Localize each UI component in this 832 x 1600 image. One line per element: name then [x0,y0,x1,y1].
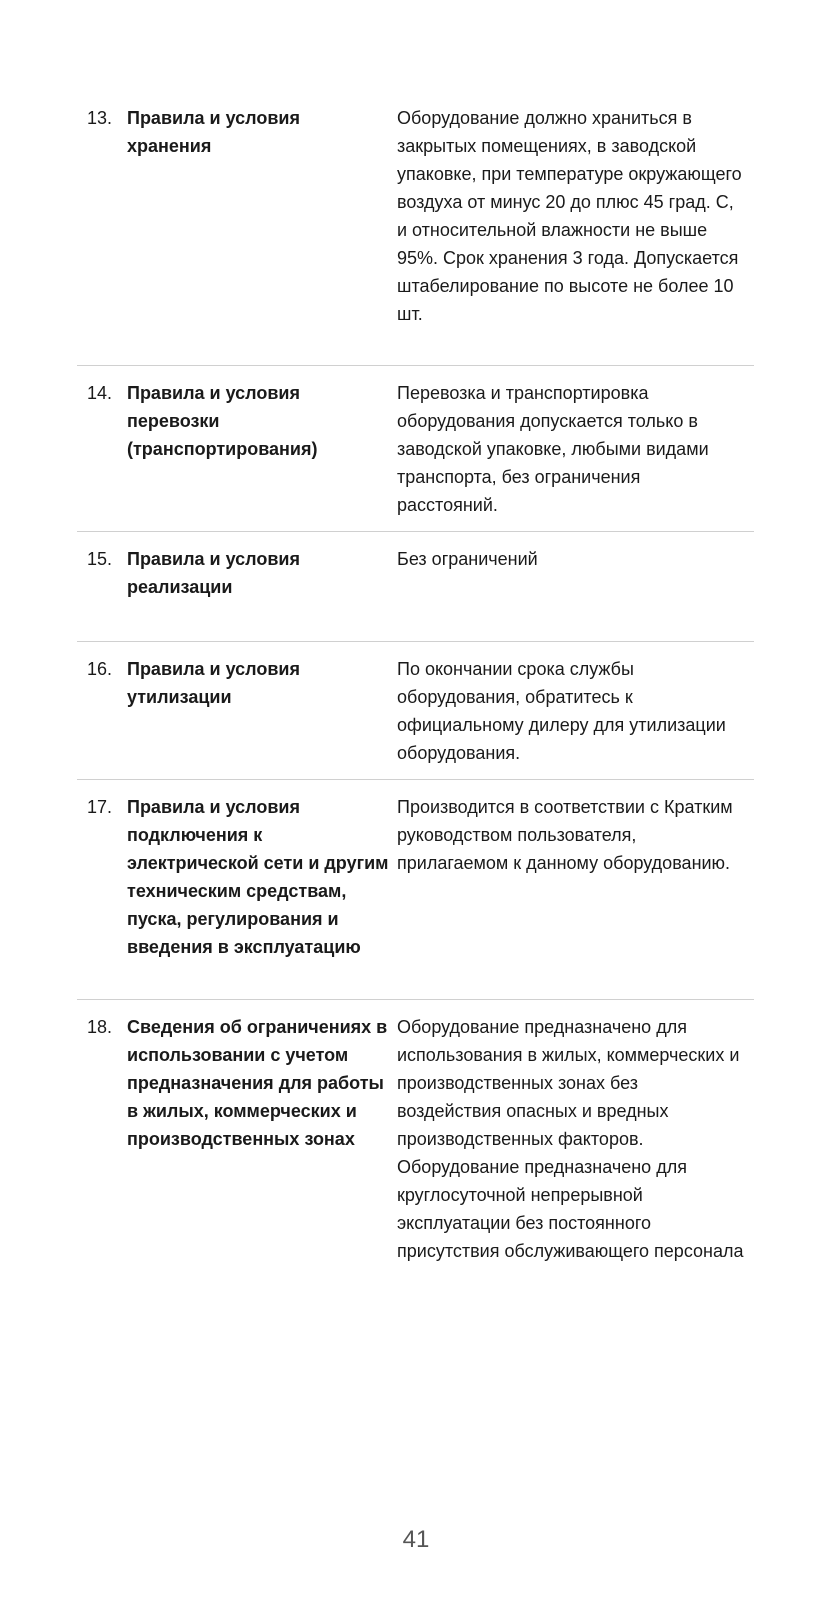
table-row [77,366,754,532]
row-value: Оборудование должно храниться в закрытых помещениях, в заводской упаковке, при температуре окружающего воздуха от минус 20 до плюс 45 град. С, и относительной влажности не выше 95%. Срок хранения 3 года. Допускается штабелирование по высоте не более 10 шт. [397,108,742,324]
table-row [77,104,754,366]
row-value: Без ограничений [397,549,538,569]
table-row [77,642,754,780]
row-label: Правила и условия перевозки (транспортирования) [127,383,318,459]
row-label: Правила и условия утилизации [127,659,300,707]
row-label: Правила и условия подключения к электрической сети и другим техническим средствам, пуска, регулирования и введения в эксплуатацию [127,797,389,957]
row-number: 16. [87,659,113,679]
table-row [77,1000,754,1330]
spec-table [77,104,754,1330]
row-number: 15. [87,549,113,569]
row-number: 13. [87,108,113,128]
row-value-paragraph: Оборудование предназначено для круглосуточной непрерывной эксплуатации без постоянного присутствия обслуживающего персонала [397,1157,744,1261]
row-number: 14. [87,383,113,403]
row-label: Правила и условия хранения [127,108,300,156]
table-row [77,780,754,1000]
page-number: 41 [402,1526,430,1553]
row-number: 17. [87,797,113,817]
table-row [77,532,754,642]
row-value-paragraph: Оборудование предназначено для использования в жилых, коммерческих и производственных зонах без воздействия опасных и вредных производственных факторов. [397,1017,740,1149]
row-label: Сведения об ограничениях в использовании с учетом предназначения для работы в жилых, коммерческих и производственных зонах [127,1017,388,1149]
row-value: Производится в соответствии с Кратким руководством пользователя, прилагаемом к данному оборудованию. [397,797,733,873]
row-value: По окончании срока службы оборудования, обратитесь к официальному дилеру для утилизации оборудования. [397,659,726,763]
row-value [397,1013,754,1265]
row-number: 18. [87,1017,113,1037]
row-value: Перевозка и транспортировка оборудования допускается только в заводской упаковке, любыми видами транспорта, без ограничения расстояний. [397,383,709,515]
row-label: Правила и условия реализации [127,549,300,597]
